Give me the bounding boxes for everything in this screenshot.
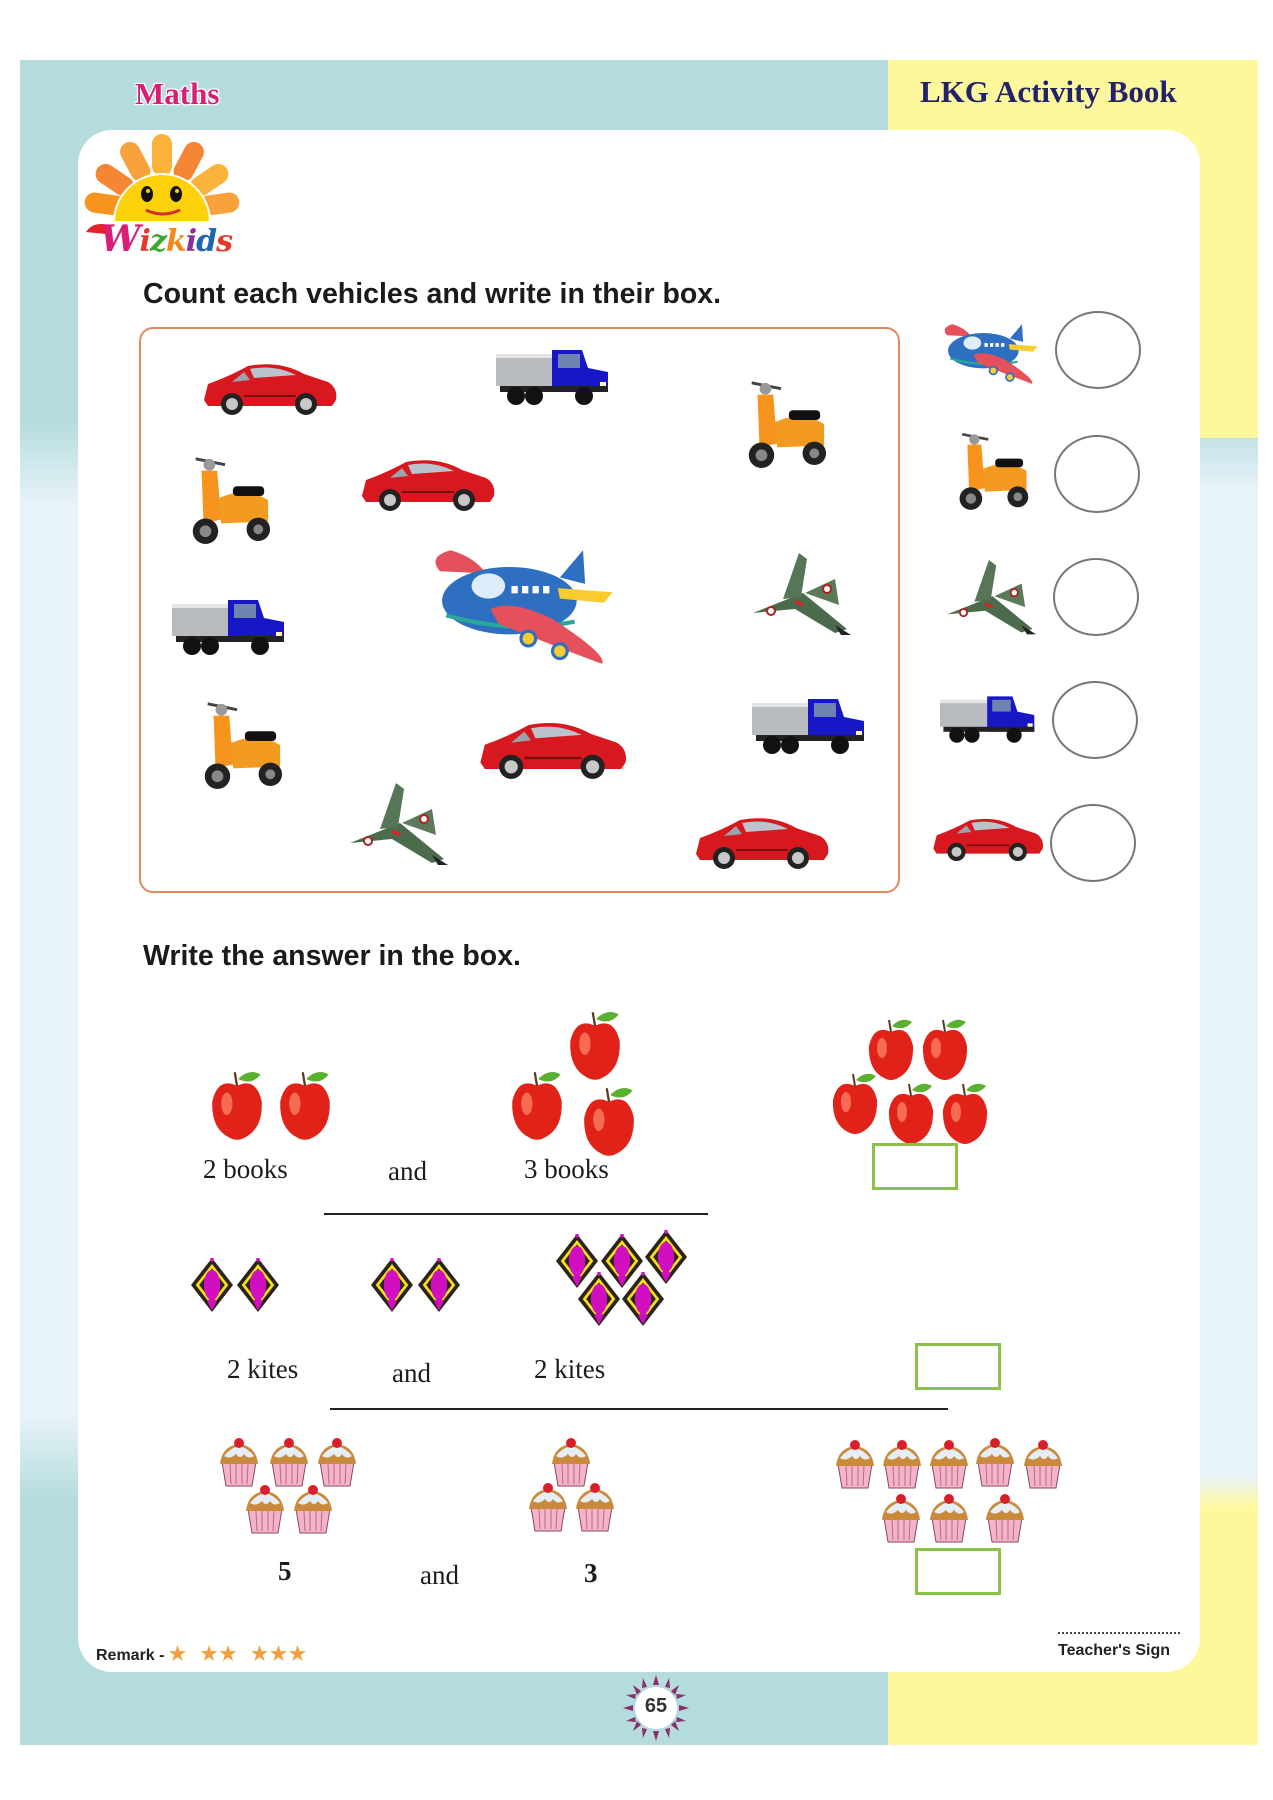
teacher-sign-label: Teacher's Sign — [1058, 1642, 1170, 1659]
answer-box-cupcakes[interactable] — [915, 1548, 1001, 1595]
cupcake-icon — [880, 1494, 922, 1544]
divider-line — [330, 1408, 948, 1410]
cupcake-icon — [928, 1440, 970, 1490]
scooter-icon — [950, 424, 1030, 514]
truck-icon — [172, 598, 286, 658]
answer-box-kites[interactable] — [915, 1343, 1001, 1390]
fighter-jet-icon — [743, 553, 853, 639]
fighter-jet-icon — [938, 560, 1038, 638]
kite-icon — [191, 1258, 233, 1312]
cupcake-icon — [881, 1440, 923, 1490]
scooter-icon — [738, 372, 828, 472]
cupcake-icon — [292, 1485, 334, 1535]
wizkids-logo — [84, 134, 254, 264]
cupcake-icon — [316, 1438, 358, 1488]
divider-line — [324, 1213, 708, 1215]
right-operand-label: 3 books — [524, 1154, 609, 1184]
signature-line[interactable] — [1058, 1632, 1180, 1634]
remark-rating — [96, 1643, 308, 1666]
cupcake-icon — [218, 1438, 260, 1488]
answer-oval-toy-plane[interactable] — [1055, 311, 1141, 389]
left-operand-label: 2 books — [203, 1154, 288, 1184]
section1-instruction: Count each vehicles and write in their box. — [143, 278, 722, 310]
scooter-icon — [194, 693, 284, 793]
cupcake-icon — [1022, 1440, 1064, 1490]
and-connector: and — [388, 1156, 427, 1186]
answer-oval-car[interactable] — [1050, 804, 1136, 882]
book-title: LKG Activity Book — [920, 74, 1177, 109]
kite-icon — [237, 1258, 279, 1312]
right-gradient-strip — [1200, 438, 1258, 1508]
apple-icon — [886, 1082, 936, 1146]
left-gradient-strip — [20, 420, 80, 1500]
cupcake-icon — [928, 1494, 970, 1544]
kite-icon — [578, 1272, 620, 1326]
car-icon — [358, 452, 498, 512]
apple-icon — [940, 1082, 990, 1146]
truck-icon — [940, 694, 1036, 746]
cupcake-icon — [550, 1438, 592, 1488]
section2-instruction: Write the answer in the box. — [143, 940, 521, 972]
cupcake-icon — [974, 1438, 1016, 1488]
kite-icon — [371, 1258, 413, 1312]
and-connector: and — [392, 1358, 431, 1388]
apple-icon — [566, 1010, 624, 1082]
cupcake-icon — [984, 1494, 1026, 1544]
scooter-icon — [182, 448, 272, 548]
right-operand-label: 2 kites — [534, 1354, 606, 1384]
cupcake-icon — [574, 1483, 616, 1533]
right-operand-label: 3 — [584, 1558, 598, 1588]
answer-box-apples[interactable] — [872, 1143, 958, 1190]
toy-airplane-icon — [422, 546, 622, 668]
kite-icon — [418, 1258, 460, 1312]
car-icon — [692, 810, 832, 870]
apple-icon — [508, 1070, 566, 1142]
truck-icon — [496, 348, 610, 408]
subject-title: Maths — [135, 76, 220, 111]
star-icon[interactable]: ★ — [168, 1644, 188, 1665]
cupcake-icon — [244, 1485, 286, 1535]
star-icon[interactable]: ★★★ — [250, 1644, 309, 1665]
logo-wordmark: Wizkids — [100, 218, 232, 260]
answer-oval-scooter[interactable] — [1054, 435, 1140, 513]
answer-oval-jet[interactable] — [1053, 558, 1139, 636]
fighter-jet-icon — [340, 783, 450, 869]
apple-icon — [920, 1018, 970, 1082]
answer-oval-truck[interactable] — [1052, 681, 1138, 759]
left-operand-label: 5 — [278, 1556, 292, 1586]
left-operand-label: 2 kites — [227, 1354, 299, 1384]
cupcake-icon — [834, 1440, 876, 1490]
apple-icon — [830, 1072, 880, 1136]
car-icon — [474, 714, 632, 780]
apple-icon — [208, 1070, 266, 1142]
apple-icon — [580, 1086, 638, 1158]
remark-label: Remark - — [96, 1647, 165, 1664]
and-connector: and — [420, 1560, 459, 1590]
truck-icon — [752, 697, 866, 757]
kite-icon — [622, 1272, 664, 1326]
car-icon — [200, 356, 340, 416]
toy-airplane-icon — [940, 322, 1040, 386]
page-number: 65 — [644, 1695, 668, 1717]
cupcake-icon — [527, 1483, 569, 1533]
car-icon — [930, 812, 1046, 862]
star-icon[interactable]: ★★ — [200, 1644, 239, 1665]
cupcake-icon — [268, 1438, 310, 1488]
apple-icon — [276, 1070, 334, 1142]
